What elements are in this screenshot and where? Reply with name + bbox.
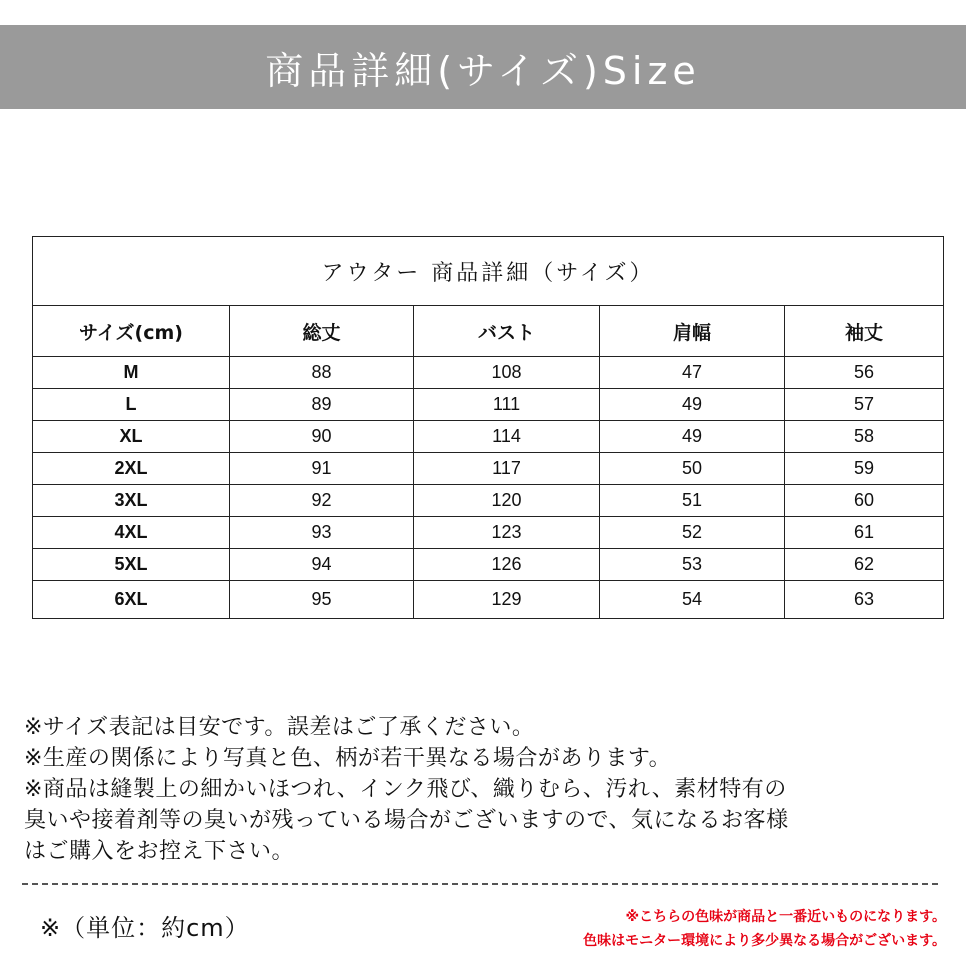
length-cell: 92	[230, 485, 414, 517]
table-row	[33, 517, 944, 549]
sleeve-cell: 59	[785, 453, 944, 485]
sleeve-cell: 56	[785, 357, 944, 389]
note-line: ※サイズ表記は目安です。誤差はご了承ください。	[24, 715, 535, 740]
length-cell: 89	[230, 389, 414, 421]
table-row	[33, 421, 944, 453]
shoulder-cell: 47	[600, 357, 785, 389]
shoulder-cell: 49	[600, 421, 785, 453]
bust-cell: 108	[414, 357, 600, 389]
sleeve-cell: 58	[785, 421, 944, 453]
dashed-divider	[22, 883, 938, 885]
sleeve-cell: 57	[785, 389, 944, 421]
length-cell: 91	[230, 453, 414, 485]
color-note-line: 色味はモニター環境により多少異なる場合がございます。	[583, 933, 946, 949]
header-sleeve: 袖丈	[785, 306, 944, 357]
note-line: ※生産の関係により写真と色、柄が若干異なる場合があります。	[24, 746, 672, 771]
table-caption: アウター 商品詳細（サイズ）	[33, 237, 944, 306]
note-line: 臭いや接着剤等の臭いが残っている場合がございますので、気になるお客様	[24, 808, 789, 833]
table-row	[33, 389, 944, 421]
sleeve-cell: 60	[785, 485, 944, 517]
header-shoulder: 肩幅	[600, 306, 785, 357]
title-banner	[0, 25, 966, 109]
bust-cell: 120	[414, 485, 600, 517]
shoulder-cell: 53	[600, 549, 785, 581]
header-size: サイズ(cm)	[33, 306, 230, 357]
sleeve-cell: 63	[785, 581, 944, 619]
size-label: 5XL	[33, 549, 230, 581]
note-line: はご購入をお控え下さい。	[24, 839, 295, 864]
bust-cell: 114	[414, 421, 600, 453]
sleeve-cell: 61	[785, 517, 944, 549]
header-length: 総丈	[230, 306, 414, 357]
bust-cell: 117	[414, 453, 600, 485]
length-cell: 90	[230, 421, 414, 453]
shoulder-cell: 50	[600, 453, 785, 485]
table-row	[33, 549, 944, 581]
shoulder-cell: 52	[600, 517, 785, 549]
notes-block	[24, 712, 954, 867]
unit-note: ※（単位：約cm）	[40, 914, 250, 942]
bust-cell: 126	[414, 549, 600, 581]
table-row	[33, 581, 944, 619]
length-cell: 94	[230, 549, 414, 581]
table-row	[33, 357, 944, 389]
sleeve-cell: 62	[785, 549, 944, 581]
table-caption-row	[33, 237, 944, 306]
table-row	[33, 485, 944, 517]
size-label: M	[33, 357, 230, 389]
table-row	[33, 453, 944, 485]
color-note-line: ※こちらの色味が商品と一番近いものになります。	[625, 909, 946, 925]
page-title: 商品詳細(サイズ)Size	[265, 48, 701, 93]
note-line: ※商品は縫製上の細かいほつれ、インク飛び、織りむら、汚れ、素材特有の	[24, 777, 787, 802]
size-table	[32, 236, 944, 619]
shoulder-cell: 54	[600, 581, 785, 619]
size-label: L	[33, 389, 230, 421]
size-label: 4XL	[33, 517, 230, 549]
bust-cell: 111	[414, 389, 600, 421]
bust-cell: 123	[414, 517, 600, 549]
size-label: 6XL	[33, 581, 230, 619]
size-label: 3XL	[33, 485, 230, 517]
table-header-row	[33, 306, 944, 357]
length-cell: 93	[230, 517, 414, 549]
shoulder-cell: 49	[600, 389, 785, 421]
size-label: 2XL	[33, 453, 230, 485]
header-bust: バスト	[414, 306, 600, 357]
size-label: XL	[33, 421, 230, 453]
length-cell: 88	[230, 357, 414, 389]
color-disclaimer	[583, 905, 946, 953]
bust-cell: 129	[414, 581, 600, 619]
shoulder-cell: 51	[600, 485, 785, 517]
length-cell: 95	[230, 581, 414, 619]
